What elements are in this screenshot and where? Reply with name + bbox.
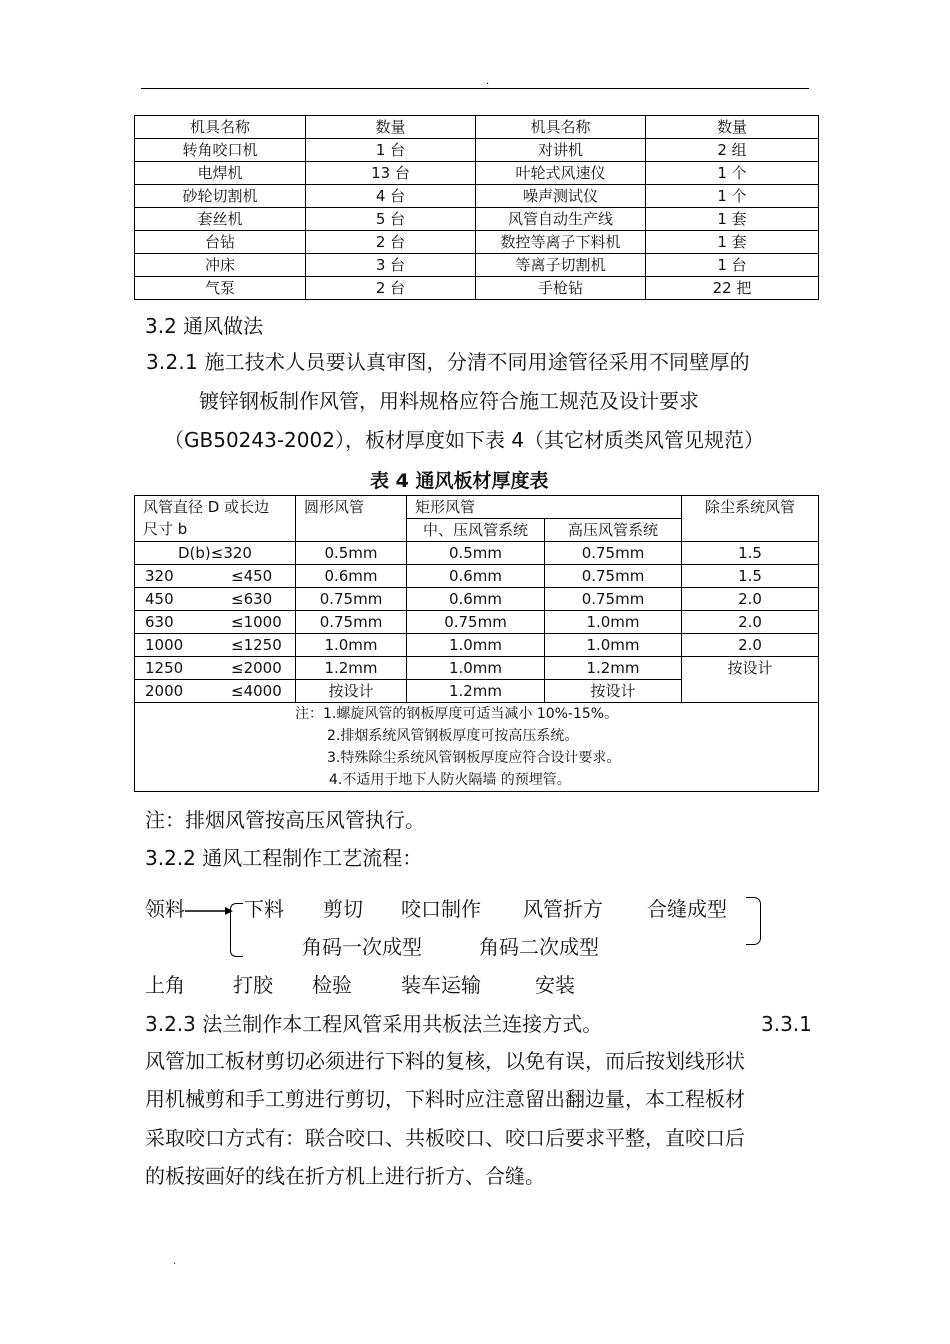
table-row [135,139,819,162]
table-cell [135,588,296,611]
table-cell: 3 台 [306,254,476,277]
header-dot: . [486,76,490,87]
table-cell: 1.0mm [407,657,545,680]
header-cell: 中、压风管系统 [407,519,545,542]
table-row [135,611,819,634]
table-cell: 按设计 [545,680,682,703]
header-cell [135,496,296,542]
flow-step: 角码二次成型 [479,935,599,959]
table-cell: 1.2mm [545,657,682,680]
table-cell: 0.75mm [545,542,682,565]
table-cell: 1 台 [646,254,819,277]
header-size-line: 风管直径 D 或长边 [143,498,270,516]
paragraph-3-2-1-line: 镀锌钢板制作风管，用料规格应符合施工规范及设计要求 [199,389,699,413]
table-cell: 0.75mm [407,611,545,634]
flow-step: 下料 [244,897,284,921]
left-bracket-icon [230,903,243,957]
table-cell: 转角咬口机 [135,139,306,162]
range-low: 2000 [145,682,184,700]
table-cell [135,657,296,680]
table-cell: 按设计 [682,657,819,703]
table-header-row [135,116,819,139]
table-header-row [135,496,819,519]
tools-table [134,115,819,300]
table-row [135,277,819,300]
table-cell: 数控等离子下料机 [476,231,646,254]
range-high: ≤2000 [231,659,282,677]
table-cell [135,680,296,703]
table-cell: 2.0 [682,611,819,634]
flow-step: 装车运输 [401,973,481,997]
table-cell: D(b)≤320 [135,542,296,565]
section-heading-3-2: 3.2 通风做法 [145,314,264,338]
table-cell: 按设计 [296,680,407,703]
thickness-table [134,495,819,792]
table-cell [135,565,296,588]
flow-step: 咬口制作 [401,897,481,921]
header-cell: 高压风管系统 [545,519,682,542]
table-cell: 手枪钻 [476,277,646,300]
range-low: 630 [145,613,174,631]
header-cell: 圆形风管 [296,496,407,542]
table-cell: 0.75mm [296,611,407,634]
table-notes [135,703,819,792]
table-note: 2.排烟系统风管钢板厚度可按高压系统。 [327,728,579,744]
paragraph-3-3-1-line: 采取咬口方式有：联合咬口、共板咬口、咬口后要求平整，直咬口后 [145,1126,745,1150]
table-note: 3.特殊除尘系统风管钢板厚度应符合设计要求。 [327,750,621,766]
section-number-3-3-1: 3.3.1 [761,1012,812,1036]
header-size-line: 尺寸 b [143,520,188,538]
table-cell: 台钻 [135,231,306,254]
table-cell: 2 组 [646,139,819,162]
flow-start: 领料 [145,897,185,921]
table-cell: 1.0mm [296,634,407,657]
table-cell: 1.5 [682,565,819,588]
table-cell: 1 套 [646,208,819,231]
table-row [135,542,819,565]
table-cell: 0.75mm [296,588,407,611]
table-cell: 0.6mm [407,565,545,588]
table-4-title: 表 4 通风板材厚度表 [370,470,549,492]
header-cell: 数量 [646,116,819,139]
table-notes-row [135,703,819,792]
table-row [135,657,819,680]
range-high: ≤1000 [231,613,282,631]
flow-step: 风管折方 [523,897,603,921]
header-cell: 机具名称 [476,116,646,139]
table-cell: 2 台 [306,277,476,300]
table-cell: 1.2mm [407,680,545,703]
header-cell: 机具名称 [135,116,306,139]
table-cell: 1.0mm [545,634,682,657]
range-low: 320 [145,567,174,585]
flow-step: 角码一次成型 [302,935,422,959]
table-cell: 1 个 [646,185,819,208]
table-cell: 冲床 [135,254,306,277]
table-cell: 1.0mm [545,611,682,634]
range-low: 1250 [145,659,184,677]
table-row [135,231,819,254]
table-cell: 气泵 [135,277,306,300]
table-cell: 砂轮切割机 [135,185,306,208]
table-note: 注：1.螺旋风管的钢板厚度可适当减小 10%-15%。 [295,706,619,722]
flow-step: 合缝成型 [647,897,727,921]
table-cell: 4 台 [306,185,476,208]
range-high: ≤630 [231,590,273,608]
table-cell: 等离子切割机 [476,254,646,277]
header-rule [141,88,809,89]
table-cell: 0.5mm [407,542,545,565]
table-cell: 0.5mm [296,542,407,565]
paragraph-3-2-3-line: 3.2.3 法兰制作本工程风管采用共板法兰连接方式。 [145,1012,603,1036]
header-cell: 矩形风管 [407,496,682,519]
header-cell: 除尘系统风管 [682,496,819,542]
table-row [135,208,819,231]
flow-step: 剪切 [323,897,363,921]
table-cell: 2 台 [306,231,476,254]
range-high: ≤1250 [231,636,282,654]
table-row [135,565,819,588]
table-cell: 套丝机 [135,208,306,231]
arrow-right-icon [185,907,233,915]
table-row [135,162,819,185]
table-cell: 叶轮式风速仪 [476,162,646,185]
footer-dot: . [173,1256,177,1267]
table-cell [135,611,296,634]
range-high: ≤450 [231,567,273,585]
table-cell: 1.2mm [296,657,407,680]
table-cell: 0.6mm [296,565,407,588]
table-cell: 1 套 [646,231,819,254]
section-heading-3-2-2: 3.2.2 通风工程制作工艺流程： [145,846,423,870]
range-low: 450 [145,590,174,608]
table-cell: 0.6mm [407,588,545,611]
table-row [135,588,819,611]
table-row [135,254,819,277]
flow-step: 上角 [145,973,185,997]
table-cell: 0.75mm [545,588,682,611]
table-cell: 5 台 [306,208,476,231]
header-cell: 数量 [306,116,476,139]
note-smoke-duct: 注：排烟风管按高压风管执行。 [145,808,425,832]
table-cell: 1 台 [306,139,476,162]
table-cell: 2.0 [682,634,819,657]
flow-step: 安装 [535,973,575,997]
table-cell: 1 个 [646,162,819,185]
table-cell: 1.5 [682,542,819,565]
table-row [135,634,819,657]
paragraph-3-3-1-line: 的板按画好的线在折方机上进行折方、合缝。 [145,1164,545,1188]
table-cell: 风管自动生产线 [476,208,646,231]
table-row [135,185,819,208]
table-cell: 13 台 [306,162,476,185]
paragraph-3-3-1-line: 风管加工板材剪切必须进行下料的复核，以免有误，而后按划线形状 [145,1049,745,1073]
flow-step: 检验 [312,973,352,997]
table-cell: 1.0mm [407,634,545,657]
paragraph-3-2-1-line: （GB50243-2002），板材厚度如下表 4（其它材质类风管见规范） [164,428,765,452]
range-low: 1000 [145,636,184,654]
paragraph-3-2-1-line: 3.2.1 施工技术人员要认真审图，分清不同用途管径采用不同壁厚的 [146,350,750,374]
table-cell: 电焊机 [135,162,306,185]
paragraph-3-3-1-line: 用机械剪和手工剪进行剪切，下料时应注意留出翻边量，本工程板材 [145,1087,745,1111]
table-note: 4.不适用于地下人防火隔墙 的预埋管。 [329,772,571,788]
table-cell: 0.75mm [545,565,682,588]
table-cell: 2.0 [682,588,819,611]
table-cell [135,634,296,657]
right-bracket-icon [746,897,761,945]
flow-step: 打胶 [233,973,273,997]
table-cell: 噪声测试仪 [476,185,646,208]
table-cell: 22 把 [646,277,819,300]
range-high: ≤4000 [231,682,282,700]
table-cell: 对讲机 [476,139,646,162]
